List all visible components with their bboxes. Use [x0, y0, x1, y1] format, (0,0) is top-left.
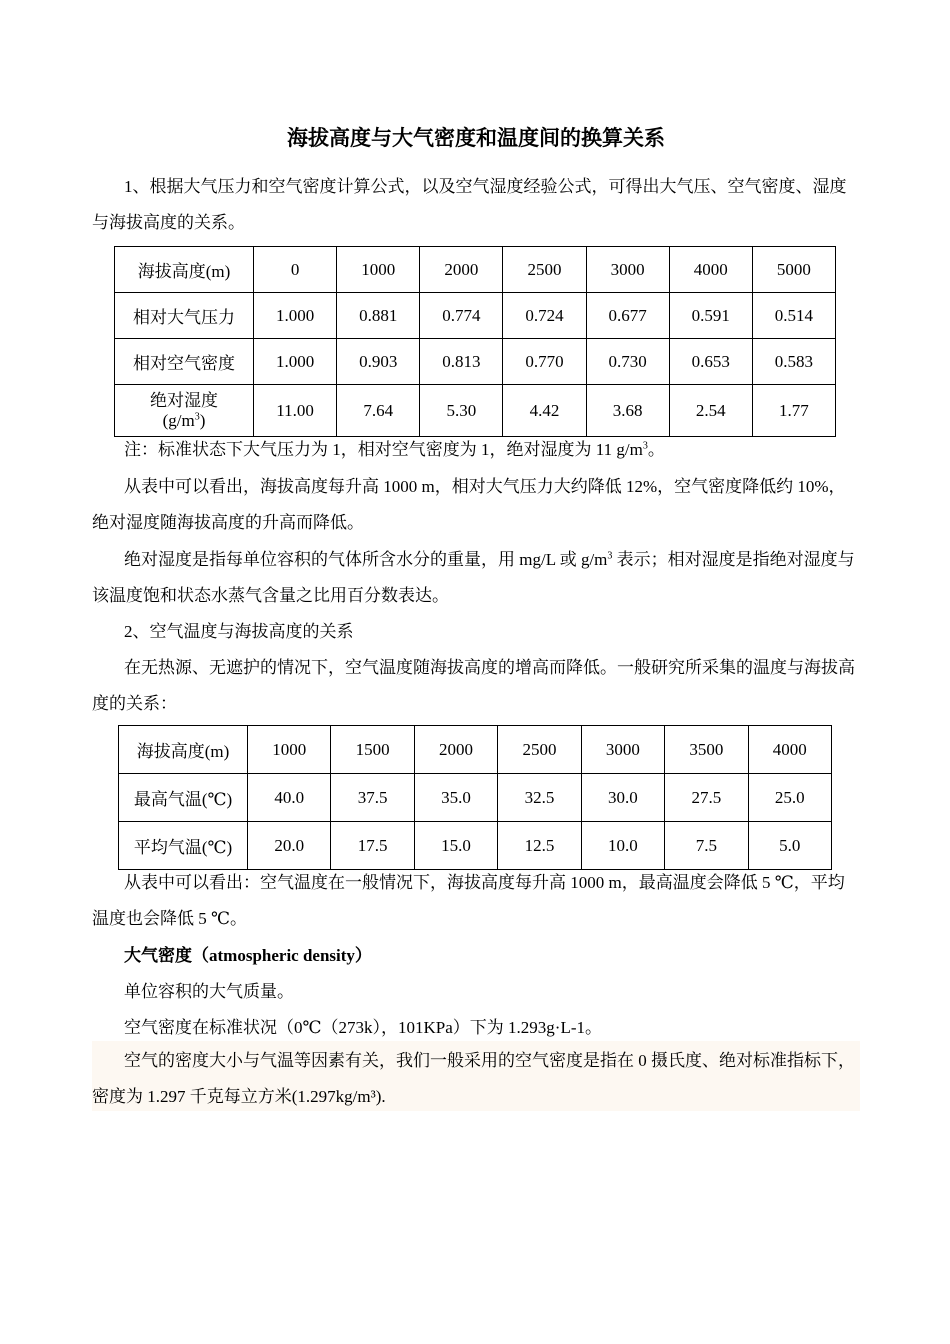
humidity-unit-sup: 3	[194, 410, 200, 422]
table-cell: 0.770	[503, 339, 586, 385]
table-cell: 海拔高度(m)	[119, 726, 248, 774]
table-cell: 3.68	[586, 385, 669, 437]
table-cell: 35.0	[414, 774, 497, 822]
table-cell: 2000	[414, 726, 497, 774]
table-cell: 1000	[337, 247, 420, 293]
table-cell: 4000	[669, 247, 752, 293]
table-cell: 1.000	[254, 293, 337, 339]
table-cell: 25.0	[748, 774, 831, 822]
note-sup: 3	[642, 440, 648, 452]
note-text: 注：标准状态下大气压力为 1，相对空气密度为 1，绝对湿度为 11 g/m	[124, 440, 643, 459]
paragraph-intro: 1、根据大气压力和空气密度计算公式，以及空气湿度经验公式，可得出大气压、空气密度、湿度与海拔高度的关系。	[92, 177, 847, 232]
table-cell: 0.730	[586, 339, 669, 385]
document-title: 海拔高度与大气密度和温度间的换算关系	[287, 126, 665, 150]
table-cell: 0.514	[752, 293, 835, 339]
table-cell: 海拔高度(m)	[115, 247, 254, 293]
table-note	[92, 432, 860, 468]
table-cell: 5.0	[748, 822, 831, 870]
table-cell: 0.583	[752, 339, 835, 385]
table-cell: 5.30	[420, 385, 503, 437]
paragraph-humidity-definition	[92, 542, 860, 614]
table-cell: 7.64	[337, 385, 420, 437]
table-cell: 15.0	[414, 822, 497, 870]
table-cell: 1000	[248, 726, 331, 774]
table-cell: 5000	[752, 247, 835, 293]
altitude-pressure-table	[114, 246, 836, 437]
paragraph-pressure-summary: 从表中可以看出，海拔高度每升高 1000 m，相对大气压力大约降低 12%，空气密度降低约 10%，绝对湿度随海拔高度的升高而降低。	[92, 477, 846, 532]
table-cell: 0.653	[669, 339, 752, 385]
paragraph-temperature-intro: 在无热源、无遮护的情况下，空气温度随海拔高度的增高而降低。一般研究所采集的温度与海拔高度的关系：	[92, 658, 855, 713]
paragraph-density-definition: 单位容积的大气质量。	[124, 982, 294, 1001]
table-row	[115, 339, 836, 385]
note-end: 。	[647, 440, 665, 459]
table-cell: 平均气温(℃)	[119, 822, 248, 870]
heading-atmospheric-density: 大气密度（atmospheric density）	[124, 946, 372, 965]
table-cell: 30.0	[581, 774, 664, 822]
table-row	[115, 293, 836, 339]
table-cell: 11.00	[254, 385, 337, 437]
table-cell: 27.5	[665, 774, 748, 822]
paragraph-temperature-summary: 从表中可以看出：空气温度在一般情况下，海拔高度每升高 1000 m，最高温度会降低 5 ℃，平均温度也会降低 5 ℃。	[92, 873, 845, 928]
table-cell: 0.677	[586, 293, 669, 339]
humidity-text-a: 绝对湿度是指每单位容积的气体所含水分的重量，用 mg/L 或 g/m	[124, 550, 608, 569]
table-cell: 最高气温(℃)	[119, 774, 248, 822]
table-cell: 0	[254, 247, 337, 293]
altitude-temperature-table	[118, 725, 832, 870]
table-cell: 0.724	[503, 293, 586, 339]
table-cell: 1.77	[752, 385, 835, 437]
humidity-unit-end: )	[199, 410, 206, 430]
humidity-text-b: 表示；相对湿度是指绝对湿度与该温度饱和状态水蒸气含量之比用百分数表达。	[92, 550, 855, 605]
paragraph-density-detail: 空气的密度大小与气温等因素有关，我们一般采用的空气密度是指在 0 摄氏度、绝对标准指标下，密度为 1.297 千克每立方米(1.297kg/m³).	[92, 1051, 855, 1106]
table-cell: 3000	[581, 726, 664, 774]
table-cell: 40.0	[248, 774, 331, 822]
table-cell: 32.5	[498, 774, 581, 822]
table-cell: 7.5	[665, 822, 748, 870]
table-cell: 12.5	[498, 822, 581, 870]
table-cell: 4000	[748, 726, 831, 774]
table-row	[115, 385, 836, 437]
table-cell: 0.591	[669, 293, 752, 339]
humidity-label-line2	[115, 411, 253, 431]
paragraph-density-standard: 空气密度在标准状况（0℃（273k），101KPa）下为 1.293g·L-1。	[124, 1018, 602, 1037]
table-cell: 2.54	[669, 385, 752, 437]
table-header-row	[119, 726, 832, 774]
table-cell: 2500	[498, 726, 581, 774]
table-cell: 20.0	[248, 822, 331, 870]
table-cell: 17.5	[331, 822, 414, 870]
table-cell: 10.0	[581, 822, 664, 870]
table-cell: 0.813	[420, 339, 503, 385]
table-cell: 相对大气压力	[115, 293, 254, 339]
humidity-label-line1: 绝对湿度	[150, 390, 218, 410]
table-cell: 0.881	[337, 293, 420, 339]
table-cell: 2000	[420, 247, 503, 293]
table-cell: 1500	[331, 726, 414, 774]
table-cell: 0.903	[337, 339, 420, 385]
table-cell: 1.000	[254, 339, 337, 385]
section-heading-temperature: 2、空气温度与海拔高度的关系	[124, 622, 354, 641]
table-cell: 相对空气密度	[115, 339, 254, 385]
humidity-sup: 3	[607, 550, 613, 562]
table-cell: 3500	[665, 726, 748, 774]
table-cell	[115, 385, 254, 437]
table-cell: 4.42	[503, 385, 586, 437]
table-cell: 2500	[503, 247, 586, 293]
table-row	[119, 822, 832, 870]
humidity-unit: (g/m	[162, 410, 195, 430]
table-row	[119, 774, 832, 822]
table-header-row	[115, 247, 836, 293]
table-cell: 3000	[586, 247, 669, 293]
table-cell: 37.5	[331, 774, 414, 822]
table-cell: 0.774	[420, 293, 503, 339]
